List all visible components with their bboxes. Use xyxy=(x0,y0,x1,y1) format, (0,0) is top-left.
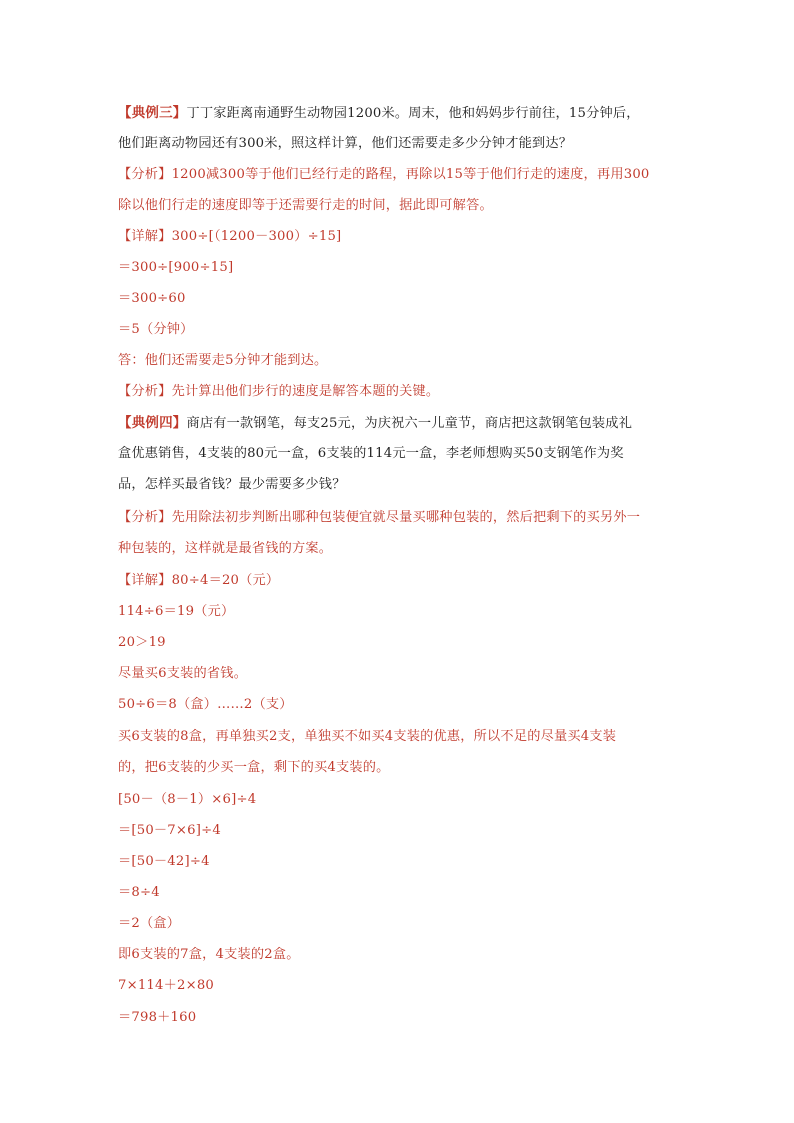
example4-line-l: 7×114＋2×80 xyxy=(118,978,215,993)
example3-answer: 答：他们还需要走5分钟才能到达。 xyxy=(118,353,328,368)
example4-line-h: ＝[50－42]÷4 xyxy=(118,854,210,869)
example4-question-line1: 【典例四】商店有一款钢笔，每支25元，为庆祝六一儿童节，商店把这款钢笔包装成礼 xyxy=(118,415,633,431)
example3-analysis-line2: 除以他们行走的速度即等于还需要行走的时间，据此即可解答。 xyxy=(118,198,493,213)
example4-analysis-line2: 种包装的，这样就是最省钱的方案。 xyxy=(118,541,333,556)
example4-line-e2: 的，把6支装的少买一盒，剩下的买4支装的。 xyxy=(118,760,390,775)
example3-step1: ＝300÷[900÷15] xyxy=(118,260,234,275)
example4-line-m: ＝798＋160 xyxy=(118,1010,197,1025)
example4-line-b: 20＞19 xyxy=(118,635,166,650)
example4-line-a: 114÷6＝19（元） xyxy=(118,604,235,619)
example4-line-j: ＝2（盒） xyxy=(118,916,181,931)
example4-line-g: ＝[50－7×6]÷4 xyxy=(118,823,221,838)
example4-line-d: 50÷6＝8（盒）……2（支） xyxy=(118,697,293,712)
example4-line-e1: 买6支装的8盒，再单独买2支，单独买不如买4支装的优惠，所以不足的尽量买4支装 xyxy=(118,729,617,744)
example3-question-line2: 他们距离动物园还有300米，照这样计算，他们还需要走多少分钟才能到达？ xyxy=(118,136,573,151)
analysis-tag: 【分析】 xyxy=(118,510,172,525)
example3-analysis-line1: 【分析】1200减300等于他们已经行走的路程，再除以15等于他们行走的速度，再用300 xyxy=(118,167,650,182)
example4-analysis-line1: 【分析】先用除法初步判断出哪种包装便宜就尽量买哪种包装的，然后把剩下的买另外一 xyxy=(118,510,641,525)
example4-line-i: ＝8÷4 xyxy=(118,885,160,900)
note-tag: 【分析】 xyxy=(118,384,172,399)
example4-line-f: [50－（8－1）×6]÷4 xyxy=(118,792,257,807)
example3-question-line1: 【典例三】丁丁家距离南通野生动物园1200米。周末，他和妈妈步行前往，15分钟后， xyxy=(118,105,640,121)
example4-detail-line1: 【详解】80÷4＝20（元） xyxy=(118,573,280,588)
detail-tag: 【详解】 xyxy=(118,229,172,244)
example3-tag: 【典例三】 xyxy=(118,105,187,121)
example3-step2: ＝300÷60 xyxy=(118,291,186,306)
example3-note: 【分析】先计算出他们步行的速度是解答本题的关键。 xyxy=(118,384,440,399)
example4-question-line3: 品，怎样买最省钱？最少需要多少钱？ xyxy=(118,477,346,492)
example4-tag: 【典例四】 xyxy=(118,415,187,431)
detail-tag: 【详解】 xyxy=(118,573,172,588)
example3-step3: ＝5（分钟） xyxy=(118,322,194,337)
example4-line-k: 即6支装的7盒，4支装的2盒。 xyxy=(118,947,300,962)
analysis-tag: 【分析】 xyxy=(118,167,172,182)
example3-detail-line1: 【详解】300÷[（1200－300）÷15] xyxy=(118,229,342,244)
example4-question-line2: 盒优惠销售，4支装的80元一盒，6支装的114元一盒，李老师想购买50支钢笔作为奖 xyxy=(118,446,624,461)
example4-line-c: 尽量买6支装的省钱。 xyxy=(118,666,248,681)
